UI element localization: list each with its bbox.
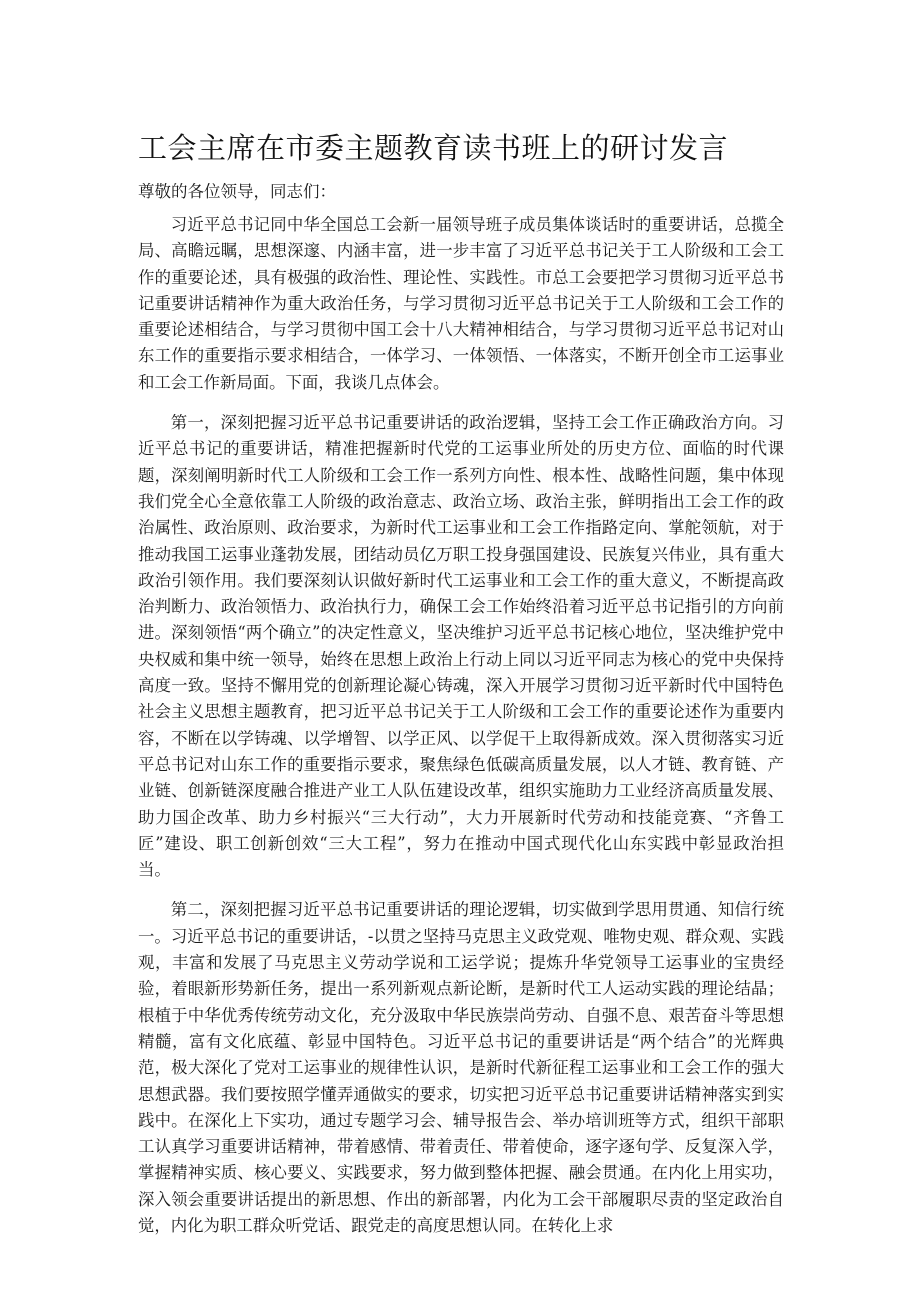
document-body xyxy=(138,212,784,1253)
paragraph-intro: 习近平总书记同中华全国总工会新一届领导班子成员集体谈话时的重要讲话，总揽全局、高瞻远瞩，思想深邃、内涵丰富，进一步丰富了习近平总书记关于工人阶级和工会工作的重要论述，具有极强的政治性、理论性、实践性。市总工会要把学习贯彻习近平总书记重要讲话精神作为重大政治任务，与学习贯彻习近平总书记关于工人阶级和工会工作的重要论述相结合，与学习贯彻中国工会十八大精神相结合，与学习贯彻习近平总书记对山东工作的重要指示要求相结合，一体学习、一体领悟、一体落实，不断开创全市工运事业和工会工作新局面。下面，我谈几点体会。 xyxy=(138,215,784,392)
paragraph-second-point: 第二，深刻把握习近平总书记重要讲话的理论逻辑，切实做到学思用贯通、知信行统一。习近平总书记的重要讲话，-以贯之坚持马克思主义政党观、唯物史观、群众观、实践观，丰富和发展了马克思主义劳动学说和工运学说；提炼升华党领导工运事业的宝贵经验，着眼新形势新任务，提出一系列新观点新论断，是新时代工人运动实践的理论结晶；根植于中华优秀传统劳动文化，充分汲取中华民族崇尚劳动、自强不息、艰苦奋斗等思想精髓，富有文化底蕴、彰显中国特色。习近平总书记的重要讲话是“两个结合”的光辉典范，极大深化了党对工运事业的规律性认识，是新时代新征程工运事业和工会工作的强大思想武器。我们要按照学懂弄通做实的要求，切实把习近平总书记重要讲话精神落实到实践中。在深化上下实功，通过专题学习会、辅导报告会、举办培训班等方式，组织干部职工认真学习重要讲话精神，带着感情、带着责任、带着使命，逐字逐句学、反复深入学，掌握精神实质、核心要义、实践要求，努力做到整体把握、融会贯通。在内化上用实功，深入领会重要讲话提出的新思想、作出的新部署，内化为工会干部履职尽责的坚定政治自觉，内化为职工群众听党话、跟党走的高度思想认同。在转化上求 xyxy=(138,900,784,1235)
paragraph-first-point: 第一，深刻把握习近平总书记重要讲话的政治逻辑，坚持工会工作正确政治方向。习近平总书记的重要讲话，精准把握新时代党的工运事业所处的历史方位、面临的时代课题，深刻阐明新时代工人阶级和工会工作一系列方向性、根本性、战略性问题，集中体现我们党全心全意依靠工人阶级的政治意志、政治立场、政治主张，鲜明指出工会工作的政治属性、政治原则、政治要求，为新时代工运事业和工会工作指路定向、掌舵领航，对于推动我国工运事业蓬勃发展，团结动员亿万职工投身强国建设、民族复兴伟业，具有重大政治引领作用。我们要深刻认识做好新时代工运事业和工会工作的重大意义，不断提高政治判断力、政治领悟力、政治执行力，确保工会工作始终沿着习近平总书记指引的方向前进。深刻领悟“两个确立”的决定性意义，坚决维护习近平总书记核心地位，坚决维护党中央权威和集中统一领导，始终在思想上政治上行动上同以习近平同志为核心的党中央保持高度一致。坚持不懈用党的创新理论凝心铸魂，深入开展学习贯彻习近平新时代中国特色社会主义思想主题教育，把习近平总书记关于工人阶级和工会工作的重要论述作为重要内容，不断在以学铸魂、以学增智、以学正风、以学促干上取得新成效。深入贯彻落实习近平总书记对山东工作的重要指示要求，聚焦绿色低碳高质量发展，以人才链、教育链、产业链、创新链深度融合推进产业工人队伍建设改革，组织实施助力工业经济高质量发展、助力国企改革、助力乡村振兴“三大行动”，大力开展新时代劳动和技能竞赛、“齐鲁工匠”建设、职工创新创效“三大工程”，努力在推动中国式现代化山东实践中彰显政治担当。 xyxy=(138,413,784,880)
document-title: 工会主席在市委主题教育读书班上的研讨发言 xyxy=(138,131,729,165)
salutation: 尊敬的各位领导，同志们： xyxy=(138,182,336,201)
